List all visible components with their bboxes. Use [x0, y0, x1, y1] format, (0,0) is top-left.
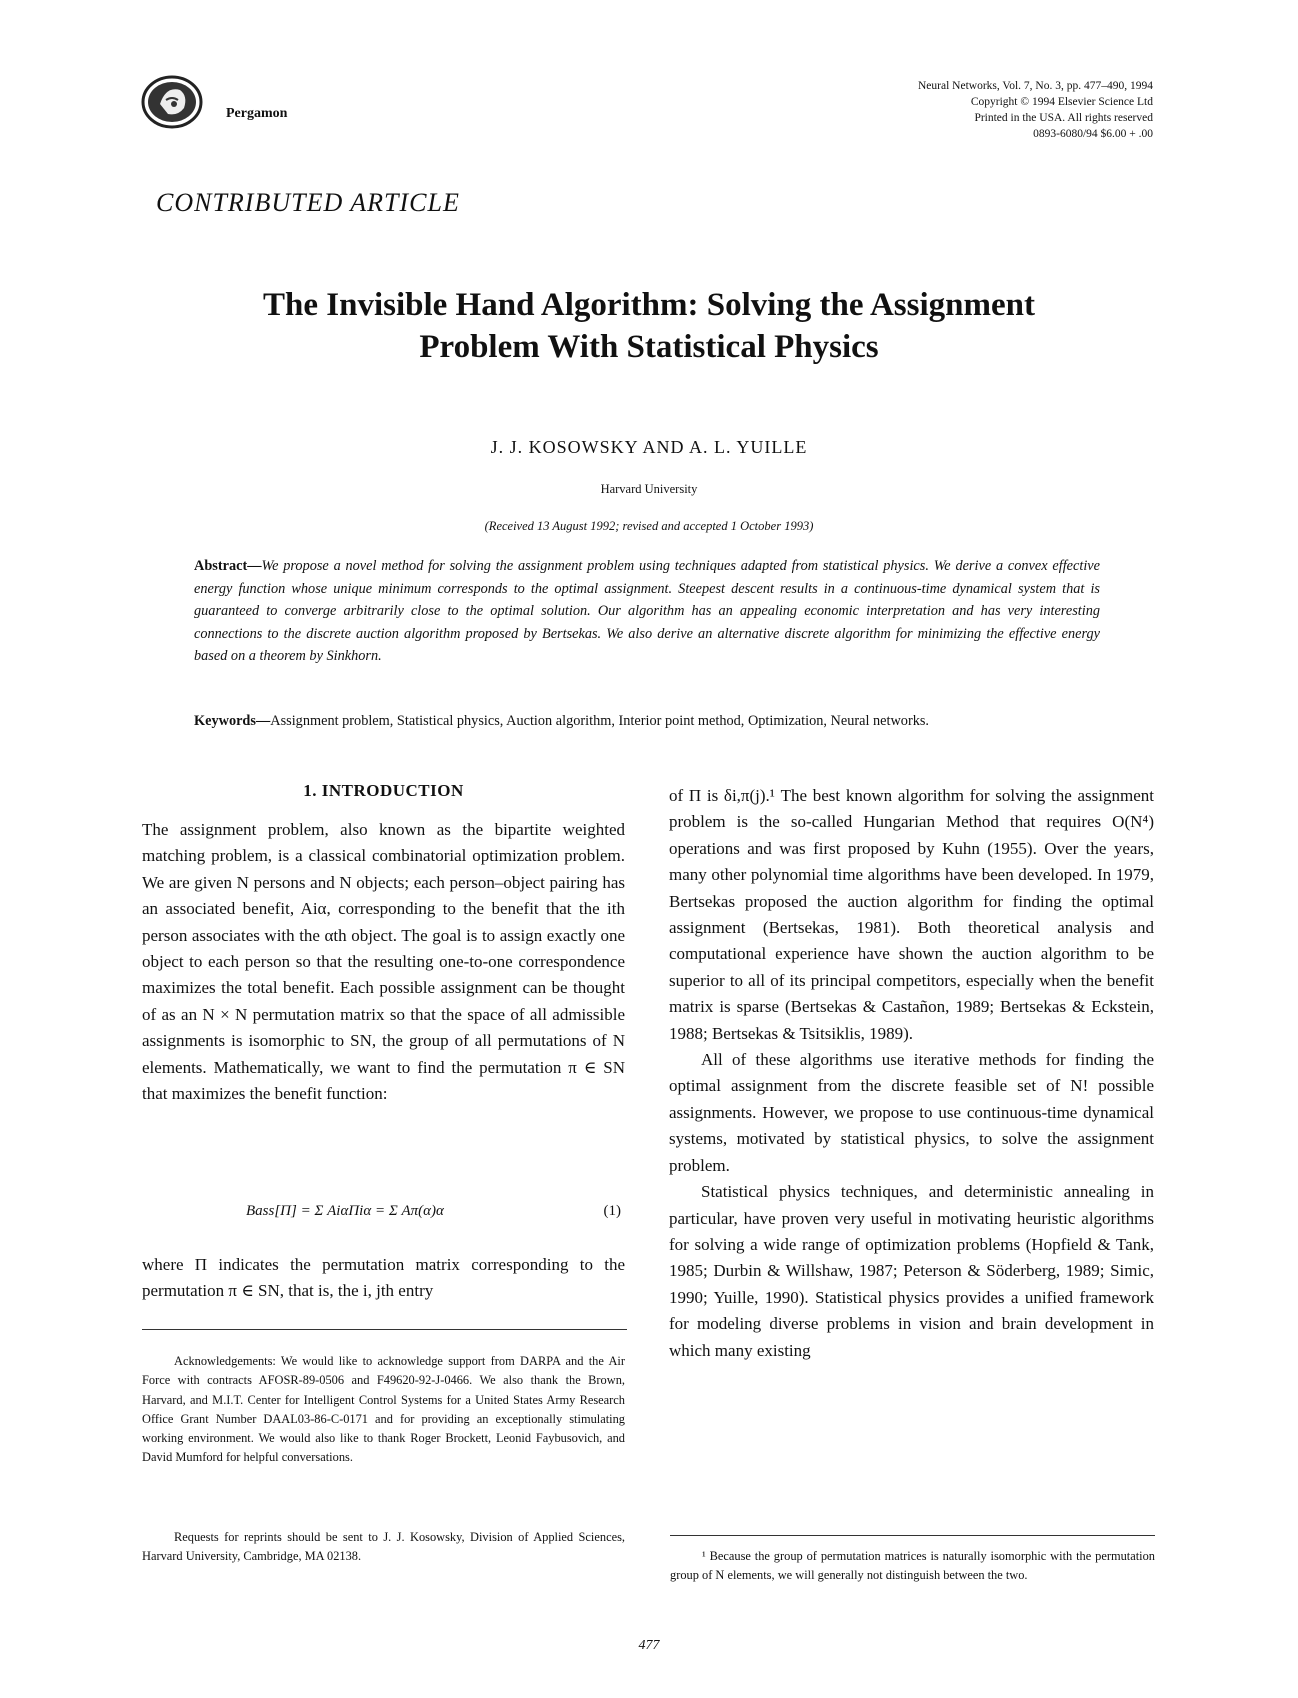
reprints-text: Requests for reprints should be sent to J. J. Kosowsky, Division of Applied Sciences, Harvard University, Cambridge, MA 02138.: [142, 1530, 625, 1564]
paragraph: All of these algorithms use iterative methods for finding the optimal assignment from the discrete feasible set of N! possible assignments. However, we propose to use continuous-time dynamical systems, motivated by statistical physics, to solve the assignment problem.: [669, 1050, 1154, 1175]
equation-1: [142, 1195, 625, 1241]
paragraph: The assignment problem, also known as the bipartite weighted matching problem, is a classical combinatorial optimization problem. We are given N persons and N objects; each person–object pairing has an associated benefit, Aiα, corresponding to the benefit that the ith person associates with the αth object. The goal is to assign exactly one object to each person so that the resulting one-to-one correspondence maximizes the total benefit. Each possible assignment can be thought of as an N × N permutation matrix so that the space of all admissible assignments is isomorphic to SN, the group of all permutations of N elements. Mathematically, we want to find the permutation π ∈ SN that maximizes the benefit function:: [142, 820, 625, 1104]
journal-citation: [733, 78, 1153, 142]
publisher-logo-icon: [140, 74, 204, 130]
section-heading: 1. INTRODUCTION: [303, 781, 464, 800]
page-number: 477: [638, 1638, 660, 1653]
paragraph: Statistical physics techniques, and deterministic annealing in particular, have proven very useful in motivating heuristic algorithms for solving a wide range of optimization problems (Hopfield & Tank, 1985; Durbin & Willshaw, 1987; Peterson & Söderberg, 1989; Simic, 1990; Yuille, 1990). Statistical physics provides a unified framework for modeling diverse problems in vision and brain development in which many existing: [669, 1182, 1154, 1360]
section-label: CONTRIBUTED ARTICLE: [156, 188, 460, 217]
acknowledgements: [142, 1352, 625, 1468]
abstract-lead: Abstract—: [194, 558, 262, 574]
keywords: [194, 711, 1100, 731]
keywords-text: Assignment problem, Statistical physics, Auction algorithm, Interior point method, Optimization, Neural networks.: [270, 713, 929, 729]
footnote-divider: [142, 1329, 627, 1330]
title-line: Problem With Statistical Physics: [419, 329, 879, 365]
paragraph: where Π indicates the permutation matrix corresponding to the permutation π ∈ SN, that is, the i, jth entry: [142, 1255, 625, 1301]
publisher-name: Pergamon: [226, 106, 288, 121]
footnote-divider: [670, 1535, 1155, 1536]
paper-title: [140, 284, 1158, 368]
acknowledgements-text: Acknowledgements: We would like to acknowledge support from DARPA and the Air Force with contracts AFOSR-89-0506 and F49620-92-J-0466. We also thank the Brown, Harvard, and M.I.T. Center for Intelligent Control Systems for a United States Army Research Office Grant Number DAAL03-86-C-0171 and for providing an exceptionally stimulating working environment. We would also like to thank Roger Brockett, Leonid Faybusovich, and David Mumford for helpful conversations.: [142, 1354, 625, 1465]
abstract-text: We propose a novel method for solving the assignment problem using techniques adapted from statistical physics. We derive a convex effective energy function whose unique minimum corresponds to the optimal assignment. Steepest descent results in a continuous-time dynamical system that is guaranteed to converge arbitrarily close to the optimal solution. Our algorithm has an appealing economic interpretation and has very interesting connections to the discrete auction algorithm proposed by Bertsekas. We also derive an alternative discrete algorithm for minimizing the effective energy based on a theorem by Sinkhorn.: [194, 558, 1100, 665]
journal-line: Printed in the USA. All rights reserved: [974, 112, 1153, 124]
journal-line: 0893-6080/94 $6.00 + .00: [1033, 128, 1153, 140]
footnote-1: [670, 1547, 1155, 1586]
keywords-lead: Keywords—: [194, 713, 271, 729]
left-column-text: [142, 817, 625, 1107]
reprints-note: [142, 1528, 625, 1567]
received-dates: (Received 13 August 1992; revised and accepted 1 October 1993): [484, 519, 814, 533]
journal-line: Copyright © 1994 Elsevier Science Ltd: [970, 96, 1153, 108]
title-line: The Invisible Hand Algorithm: Solving the Assignment: [263, 287, 1035, 323]
abstract: [194, 555, 1100, 668]
right-column-text: [669, 783, 1154, 1364]
journal-line: Neural Networks, Vol. 7, No. 3, pp. 477–490, 1994: [918, 80, 1153, 92]
left-column-text-continued: [142, 1252, 625, 1305]
paragraph: of Π is δi,π(j).¹ The best known algorithm for solving the assignment problem is the so-called Hungarian Method that requires O(N⁴) operations and was first proposed by Kuhn (1955). Over the years, many other polynomial time algorithms have been developed. In 1979, Bertsekas proposed the auction algorithm for finding the optimal assignment (Bertsekas, 1981). Both theoretical analysis and computational experience have shown the auction algorithm to be superior to all of its principal competitors, especially when the benefit matrix is sparse (Bertsekas & Castañon, 1989; Bertsekas & Eckstein, 1988; Bertsekas & Tsitsiklis, 1989).: [669, 786, 1154, 1043]
affiliation: Harvard University: [600, 482, 698, 496]
authors: J. J. KOSOWSKY AND A. L. YUILLE: [490, 437, 808, 457]
equation-number: (1): [603, 1203, 621, 1219]
equation-body: Bass[Π] = Σ AiαΠiα = Σ Aπ(α)α: [246, 1203, 444, 1219]
footnote-text: ¹ Because the group of permutation matrices is naturally isomorphic with the permutation group of N elements, we will generally not distinguish between the two.: [670, 1549, 1155, 1583]
